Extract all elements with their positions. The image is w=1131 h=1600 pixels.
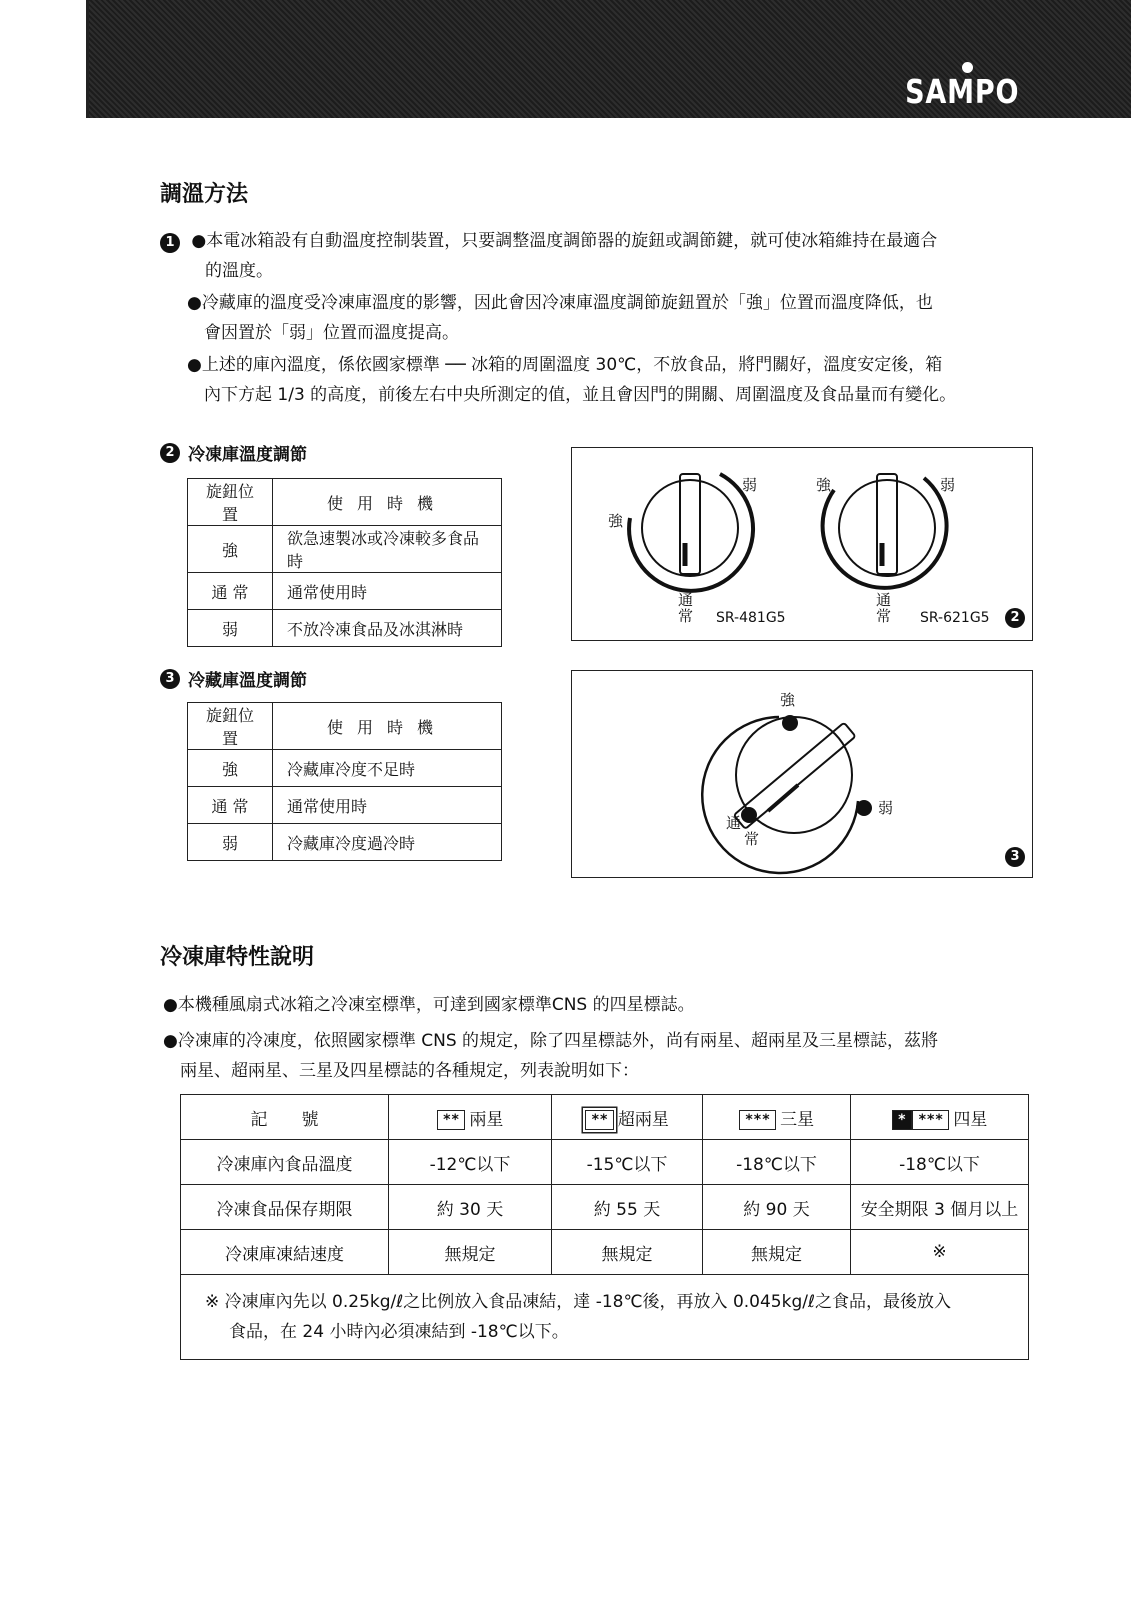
fridge-knob-drawing xyxy=(572,671,1032,877)
bullet-fan-type xyxy=(163,990,1033,1020)
knob-dot-weak xyxy=(856,800,872,816)
table-cell: 強 xyxy=(188,526,273,573)
freezer-knob-a xyxy=(629,474,753,591)
row-label: 冷凍食品保存期限 xyxy=(181,1185,389,1230)
table-cell: 通常使用時 xyxy=(273,787,502,824)
label-strong: 強 xyxy=(816,476,832,494)
mark-two-star: ** 兩星 xyxy=(389,1095,552,1140)
bullet-icon: ● xyxy=(163,1031,178,1051)
model-label-a: SR-481G5 xyxy=(716,610,786,626)
label-strong: 強 xyxy=(780,691,796,709)
bullet-fridge-affected xyxy=(187,288,1047,348)
bullet-text: 本電冰箱設有自動溫度控制裝置，只要調整溫度調節器的旋鈕或調節鍵，就可使冰箱維持在最適合 xyxy=(206,231,938,251)
freezer-knob-diagram xyxy=(571,447,1033,641)
table-row xyxy=(188,787,502,824)
bullet-text: 內下方起 1/3 的高度，前後左右中央所測定的值，並且會因門的開關、周圍溫度及食品量而有變化。 xyxy=(204,385,957,405)
table-row xyxy=(181,1230,1029,1275)
table-row xyxy=(188,526,502,573)
table-cell: 不放冷凍食品及冰淇淋時 xyxy=(273,610,502,647)
fridge-table xyxy=(187,702,502,861)
label-normal: 通 常 xyxy=(726,814,760,848)
bullet-icon: ● xyxy=(187,293,202,313)
table-cell: 約 90 天 xyxy=(703,1185,851,1230)
table-cell: 通 常 xyxy=(188,787,273,824)
header-cell: 旋鈕位置 xyxy=(188,703,273,750)
row-label: 冷凍庫內食品溫度 xyxy=(181,1140,389,1185)
fridge-title: 冷藏庫溫度調節 xyxy=(188,671,307,691)
bullet-text: 本機種風扇式冰箱之冷凍室標準，可達到國家標準CNS 的四星標誌。 xyxy=(177,995,695,1015)
bullet-icon: ● xyxy=(187,355,202,375)
table-cell: 安全期限 3 個月以上 xyxy=(851,1185,1029,1230)
bullet-auto-control xyxy=(160,226,1040,286)
freezer-knob-b xyxy=(823,474,947,588)
table-cell: -12℃以下 xyxy=(389,1140,552,1185)
table-row xyxy=(188,824,502,861)
star-mark-icon: *** xyxy=(739,1110,776,1130)
diagram-number: 2 xyxy=(1005,608,1025,628)
header-cell: 記 號 xyxy=(181,1095,389,1140)
bullet-text: 上述的庫內溫度，係依國家標準 ── 冰箱的周圍溫度 30℃，不放食品，將門關好，溫度安定後，箱 xyxy=(201,355,943,375)
step-number-1: 1 xyxy=(160,233,180,253)
table-cell: -18℃以下 xyxy=(851,1140,1029,1185)
table-row xyxy=(188,750,502,787)
bullet-icon: ● xyxy=(191,231,207,251)
header-cell: 旋鈕位置 xyxy=(188,479,273,526)
bullet-text: 兩星、超兩星、三星及四星標誌的各種規定，列表說明如下： xyxy=(180,1061,639,1081)
table-cell: ※ xyxy=(851,1230,1029,1275)
freezer-title: 冷凍庫溫度調節 xyxy=(188,445,307,465)
table-cell: 冷藏庫冷度過冷時 xyxy=(273,824,502,861)
bullet-text: 冷凍庫的冷凍度，依照國家標準 CNS 的規定，除了四星標誌外，尚有兩星、超兩星及三星標誌，茲將 xyxy=(177,1031,939,1051)
table-cell: 弱 xyxy=(188,610,273,647)
table-cell: 無規定 xyxy=(389,1230,552,1275)
table-row xyxy=(188,610,502,647)
mark-four-star: * *** 四星 xyxy=(851,1095,1029,1140)
section-title-freezer-features: 冷凍庫特性說明 xyxy=(160,945,315,970)
bullet-icon: ● xyxy=(163,995,178,1015)
table-note-row xyxy=(181,1275,1029,1360)
row-label: 冷凍庫凍結速度 xyxy=(181,1230,389,1275)
star-mark-icon: ** xyxy=(437,1110,466,1130)
header-cell: 使用時機 xyxy=(273,479,502,526)
bullet-text: 冷藏庫的溫度受冷凍庫溫度的影響，因此會因冷凍庫溫度調節旋鈕置於「強」位置而溫度降低，也 xyxy=(201,293,933,313)
knob-dot-strong xyxy=(782,715,798,731)
mark-three-star: *** 三星 xyxy=(703,1095,851,1140)
table-cell: 通 常 xyxy=(188,573,273,610)
table-row xyxy=(181,1185,1029,1230)
label-normal: 通 常 xyxy=(876,591,892,625)
diagram-number: 3 xyxy=(1005,847,1025,867)
table-cell: -15℃以下 xyxy=(552,1140,703,1185)
bullet-standard xyxy=(187,350,1047,410)
table-cell: 強 xyxy=(188,750,273,787)
table-note: ※ 冷凍庫內先以 0.25kg/ℓ之比例放入食品凍結，達 -18℃後，再放入 0.045kg/ℓ之食品，最後放入 食品，在 24 小時內必須凍結到 -18℃以下。 xyxy=(181,1275,1029,1360)
table-cell: 約 55 天 xyxy=(552,1185,703,1230)
bullet-text: 會因置於「弱」位置而溫度提高。 xyxy=(204,323,459,343)
table-row xyxy=(181,1140,1029,1185)
star-mark-icon: * xyxy=(892,1110,912,1130)
label-normal: 通 常 xyxy=(678,591,694,625)
brand-logo: SAMPO xyxy=(904,72,1019,111)
table-cell: 冷藏庫冷度不足時 xyxy=(273,750,502,787)
section-title-temperature: 調溫方法 xyxy=(160,182,249,207)
step-number-2: 2 xyxy=(160,443,180,463)
label-weak: 弱 xyxy=(878,799,894,817)
table-cell: 欲急速製冰或冷凍較多食品時 xyxy=(273,526,502,573)
bullet-text: 的溫度。 xyxy=(205,261,273,281)
table-cell: 無規定 xyxy=(703,1230,851,1275)
table-cell: 約 30 天 xyxy=(389,1185,552,1230)
freezer-heading xyxy=(160,440,307,465)
table-header-row xyxy=(181,1095,1029,1140)
bullet-cns-rules xyxy=(163,1026,1043,1086)
table-cell: 通常使用時 xyxy=(273,573,502,610)
label-strong: 強 xyxy=(608,512,624,530)
model-label-b: SR-621G5 xyxy=(920,610,990,626)
table-header-row xyxy=(188,479,502,526)
step-number-3: 3 xyxy=(160,669,180,689)
star-mark-icon: ** xyxy=(585,1110,614,1130)
mark-super-two-star: ** 超兩星 xyxy=(552,1095,703,1140)
table-cell: 無規定 xyxy=(552,1230,703,1275)
star-rating-table xyxy=(180,1094,1029,1360)
table-row xyxy=(188,573,502,610)
label-weak: 弱 xyxy=(742,476,758,494)
header-cell: 使用時機 xyxy=(273,703,502,750)
table-header-row xyxy=(188,703,502,750)
fridge-knob-diagram xyxy=(571,670,1033,878)
fridge-heading xyxy=(160,666,307,691)
table-cell: -18℃以下 xyxy=(703,1140,851,1185)
table-cell: 弱 xyxy=(188,824,273,861)
freezer-table xyxy=(187,478,502,647)
label-weak: 弱 xyxy=(940,476,956,494)
header-edge xyxy=(86,0,89,118)
star-mark-icon: *** xyxy=(912,1110,949,1130)
